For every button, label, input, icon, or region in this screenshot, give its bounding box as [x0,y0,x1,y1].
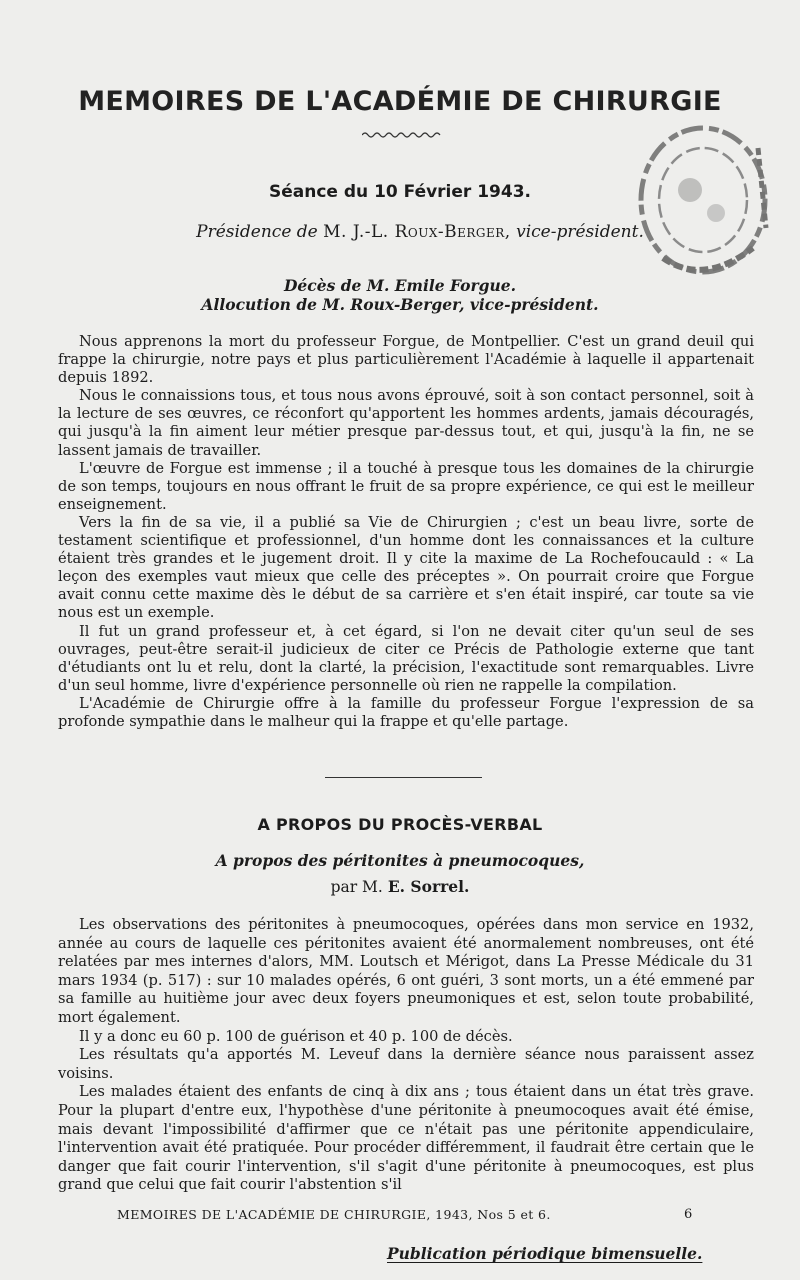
paragraph: Nous le connaissions tous, et tous nous avons éprouvé, soit à son contact personnel, soit à la lecture de ses œuvres, ce réconfort qu'apportent les hommes ardents, jamais découragés, qui jusqu'à la fin aiment leur métier presque par-dessus tout, et qui, jusqu'à la fin, ne se lassent jamais de travailler. [58,387,754,459]
seance-date: Séance du 10 Février 1943. [269,182,531,202]
presidence-line [40,222,800,242]
paragraph: L'Académie de Chirurgie offre à la famille du professeur Forgue l'expression de sa profonde sympathie dans le malheur qui la frappe et qu'elle partage. [58,694,754,730]
presidence-prefix: Présidence de [196,222,318,242]
publication-note: Publication périodique bimensuelle. [387,1244,703,1263]
journal-title: MEMOIRES DE L'ACADÉMIE DE CHIRURGIE [78,86,722,117]
paragraph: Les malades étaient des enfants de cinq à dix ans ; tous étaient dans un état très grave. Pour la plupart d'entre eux, l'hypothèse d'une péritonite à pneumocoques avait été émise, mais devant l'impossibilité d'affirmer que ce n'était pas une péritonite appendiculaire, l'intervention avait été pratiquée. Pour procéder différemment, il faudrait être certain que le danger que fait courir l'intervention, s'il s'agit d'une péritonite à pneumocoques, est plus grand que celui que fait courir l'abstention s'il [58,1083,754,1194]
section-title: A PROPOS DU PROCÈS-VERBAL [257,815,543,834]
title-ornament [362,130,442,140]
paragraph: L'œuvre de Forgue est immense ; il a touché à presque tous les domaines de la chirurgie de son temps, toujours en nous offrant le fruit de sa propre expérience, ce qui est le meilleur enseignement. [58,459,754,513]
obituary-title: Décès de M. Emile Forgue. [283,276,517,295]
article-title: A propos des péritonites à pneumocoques, [215,851,585,870]
byline-author: E. Sorrel. [387,877,470,896]
section-divider [325,777,482,778]
presidence-role: vice-président. [516,222,644,242]
paragraph: Vers la fin de sa vie, il a publié sa Vie de Chirurgien ; c'est un beau livre, sorte de testament scientifique et professionnel, d'un homme dont les connaissances et la culture étaient très grandes et le jugement droit. Il y cite la maxime de La Rochefoucauld : « La leçon des exemples vaut mieux que celle des préceptes ». On pourrait croire que Forgue avait connu cette maxime dès le début de sa carrière et s'en était inspiré, car toute sa vie nous est un exemple. [58,513,754,622]
byline-prefix: par M. [330,878,383,896]
paragraph: Les observations des péritonites à pneumocoques, opérées dans mon service en 1932, année au cours de laquelle ces péritonites avaient été anormalement nombreuses, ont été relatées par mes internes d'alors, MM. Loutsch et Mérigot, dans La Presse Médicale du 31 mars 1934 (p. 517) : sur 10 malades opérés, 6 ont guéri, 3 sont morts, un a été emmené par sa famille au huitième jour avec deux foyers pneumoniques et est, selon toute probabilité, mort également. [58,916,754,1026]
presidence-name: M. J.-L. Roux-Berger, [323,222,511,242]
byline [0,877,800,896]
paragraph: Il fut un grand professeur et, à cet égard, si l'on ne devait citer qu'un seul de ses ouvrages, peut-être serait-il judicieux de citer ce Précis de Pathologie externe que tant d'étudiants ont lu et relu, dont la clarté, la précision, l'exactitude sont remarquables. Livre d'un seul homme, livre d'expérience personnelle où rien ne rappelle la compilation. [58,622,754,694]
paragraph: Nous apprenons la mort du professeur Forgue, de Montpellier. C'est un grand deuil qui frappe la chirurgie, notre pays et plus particulièrement l'Académie à laquelle il appartenait depuis 1892. [58,333,754,387]
obituary-text [58,333,754,731]
obituary-subtitle: Allocution de M. Roux-Berger, vice-président. [201,295,599,314]
page-number: 6 [684,1207,693,1222]
footer-journal: MEMOIRES DE L'ACADÉMIE DE CHIRURGIE, 1943, Nos 5 et 6. [117,1207,551,1222]
paragraph: Il y a donc eu 60 p. 100 de guérison et 40 p. 100 de décès. [79,1027,513,1045]
obituary-heading [0,276,800,314]
paragraph: Les résultats qu'a apportés M. Leveuf dans la dernière séance nous paraissent assez voisins. [58,1046,754,1082]
article-text [58,916,754,1195]
